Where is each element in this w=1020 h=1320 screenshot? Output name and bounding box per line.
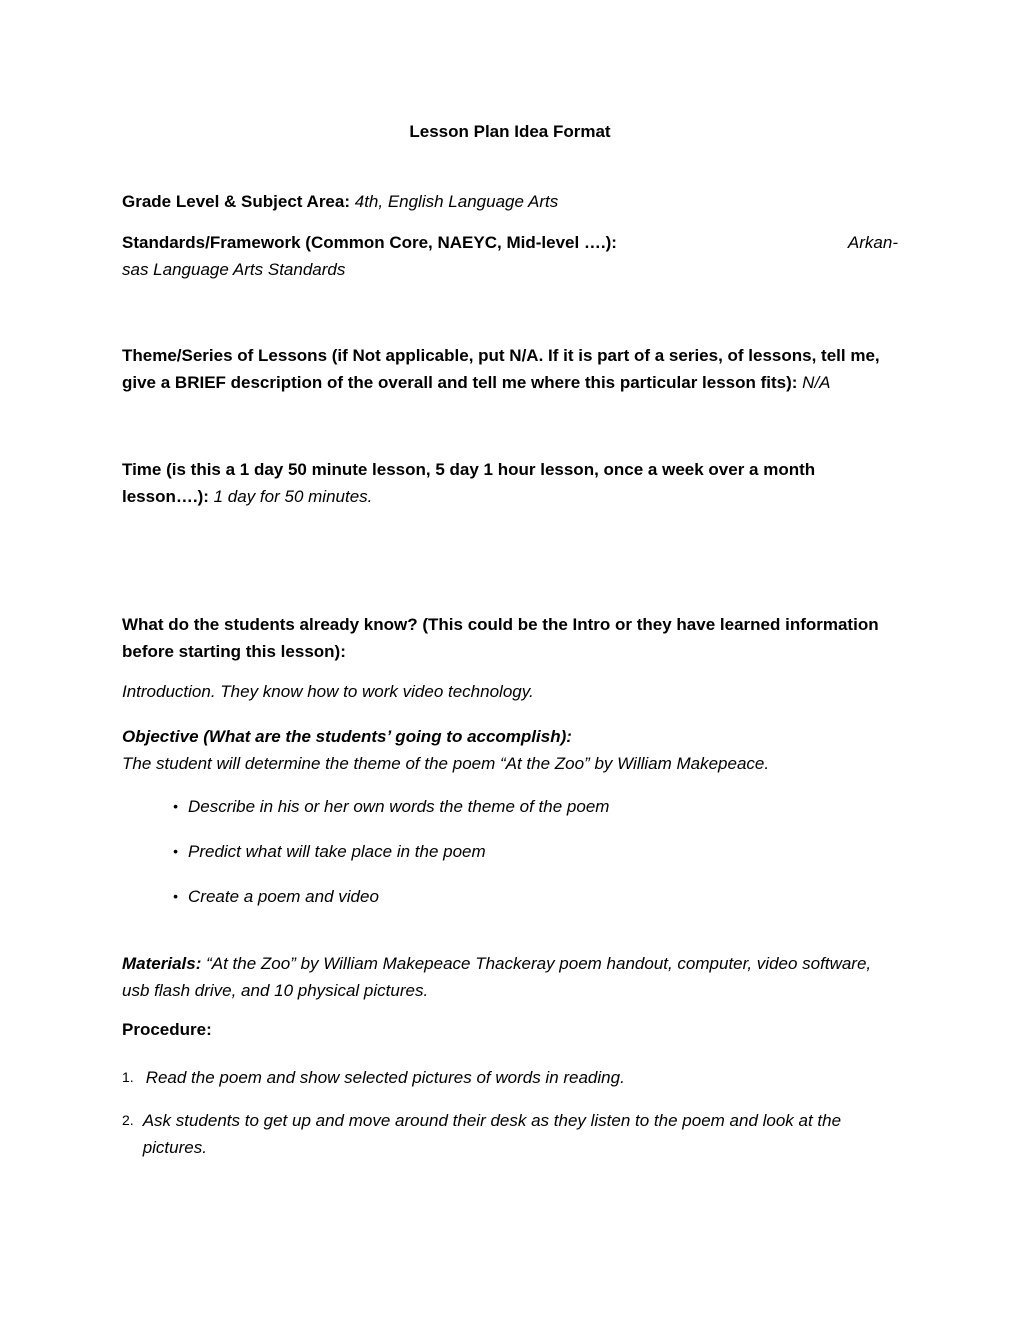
theme-series-value: N/A xyxy=(802,373,831,392)
bullet-icon: • xyxy=(173,888,178,904)
prior-knowledge-heading: What do the students already know? (This could be the Intro or they have learned information before starting this lesson): xyxy=(122,615,879,661)
materials-paragraph xyxy=(122,950,898,1004)
objective-statement: The student will determine the theme of the poem “At the Zoo” by William Makepeace. xyxy=(122,754,770,773)
document-title: Lesson Plan Idea Format xyxy=(409,122,611,141)
objective-heading: Objective (What are the students’ going to accomplish): xyxy=(122,727,572,746)
materials-value: “At the Zoo” by William Makepeace Thackeray poem handout, computer, video software, usb flash drive, and 10 physical pictures. xyxy=(122,954,872,1000)
prior-knowledge-answer: Introduction. They know how to work video technology. xyxy=(122,682,534,701)
standards-framework-value-continuation: sas Language Arts Standards xyxy=(122,260,346,279)
objective-bullet-list xyxy=(122,793,898,910)
bullet-text: Describe in his or her own words the theme of the poem xyxy=(188,797,610,816)
list-item xyxy=(122,883,898,910)
time-paragraph xyxy=(122,456,898,510)
grade-subject-value: 4th, English Language Arts xyxy=(354,192,559,211)
bullet-icon: • xyxy=(173,843,178,859)
standards-framework-paragraph xyxy=(122,229,898,283)
procedure-step xyxy=(122,1064,898,1091)
theme-series-paragraph xyxy=(122,342,898,396)
grade-subject-line xyxy=(122,188,898,215)
procedure-step-list xyxy=(122,1064,898,1161)
standards-framework-line1 xyxy=(122,229,898,256)
standards-framework-value-hyphenated: Arkan- xyxy=(847,233,898,252)
procedure-heading: Procedure: xyxy=(122,1020,212,1039)
step-text: Read the poem and show selected pictures of words in reading. xyxy=(145,1068,625,1087)
list-item xyxy=(122,838,898,865)
objective-paragraph xyxy=(122,723,898,777)
list-item xyxy=(122,793,898,820)
theme-series-label: Theme/Series of Lessons (if Not applicable, put N/A. If it is part of a series, of lessons, tell me, give a BRIEF description of the overall and tell me where this particular lesson fits): xyxy=(122,346,880,392)
procedure-step xyxy=(122,1107,898,1161)
step-number: 1. xyxy=(122,1069,134,1085)
bullet-text: Create a poem and video xyxy=(188,887,379,906)
grade-subject-label: Grade Level & Subject Area: xyxy=(122,192,355,211)
time-label: Time (is this a 1 day 50 minute lesson, 5 day 1 hour lesson, once a week over a month lesson….): xyxy=(122,460,816,506)
standards-framework-label: Standards/Framework (Common Core, NAEYC, Mid-level ….): xyxy=(122,233,617,252)
bullet-icon: • xyxy=(173,798,178,814)
step-text: Ask students to get up and move around their desk as they listen to the poem and look at the pictures. xyxy=(142,1111,842,1157)
materials-label: Materials: xyxy=(122,954,207,973)
step-number: 2. xyxy=(122,1112,134,1128)
time-value: 1 day for 50 minutes. xyxy=(213,487,373,506)
bullet-text: Predict what will take place in the poem xyxy=(188,842,486,861)
